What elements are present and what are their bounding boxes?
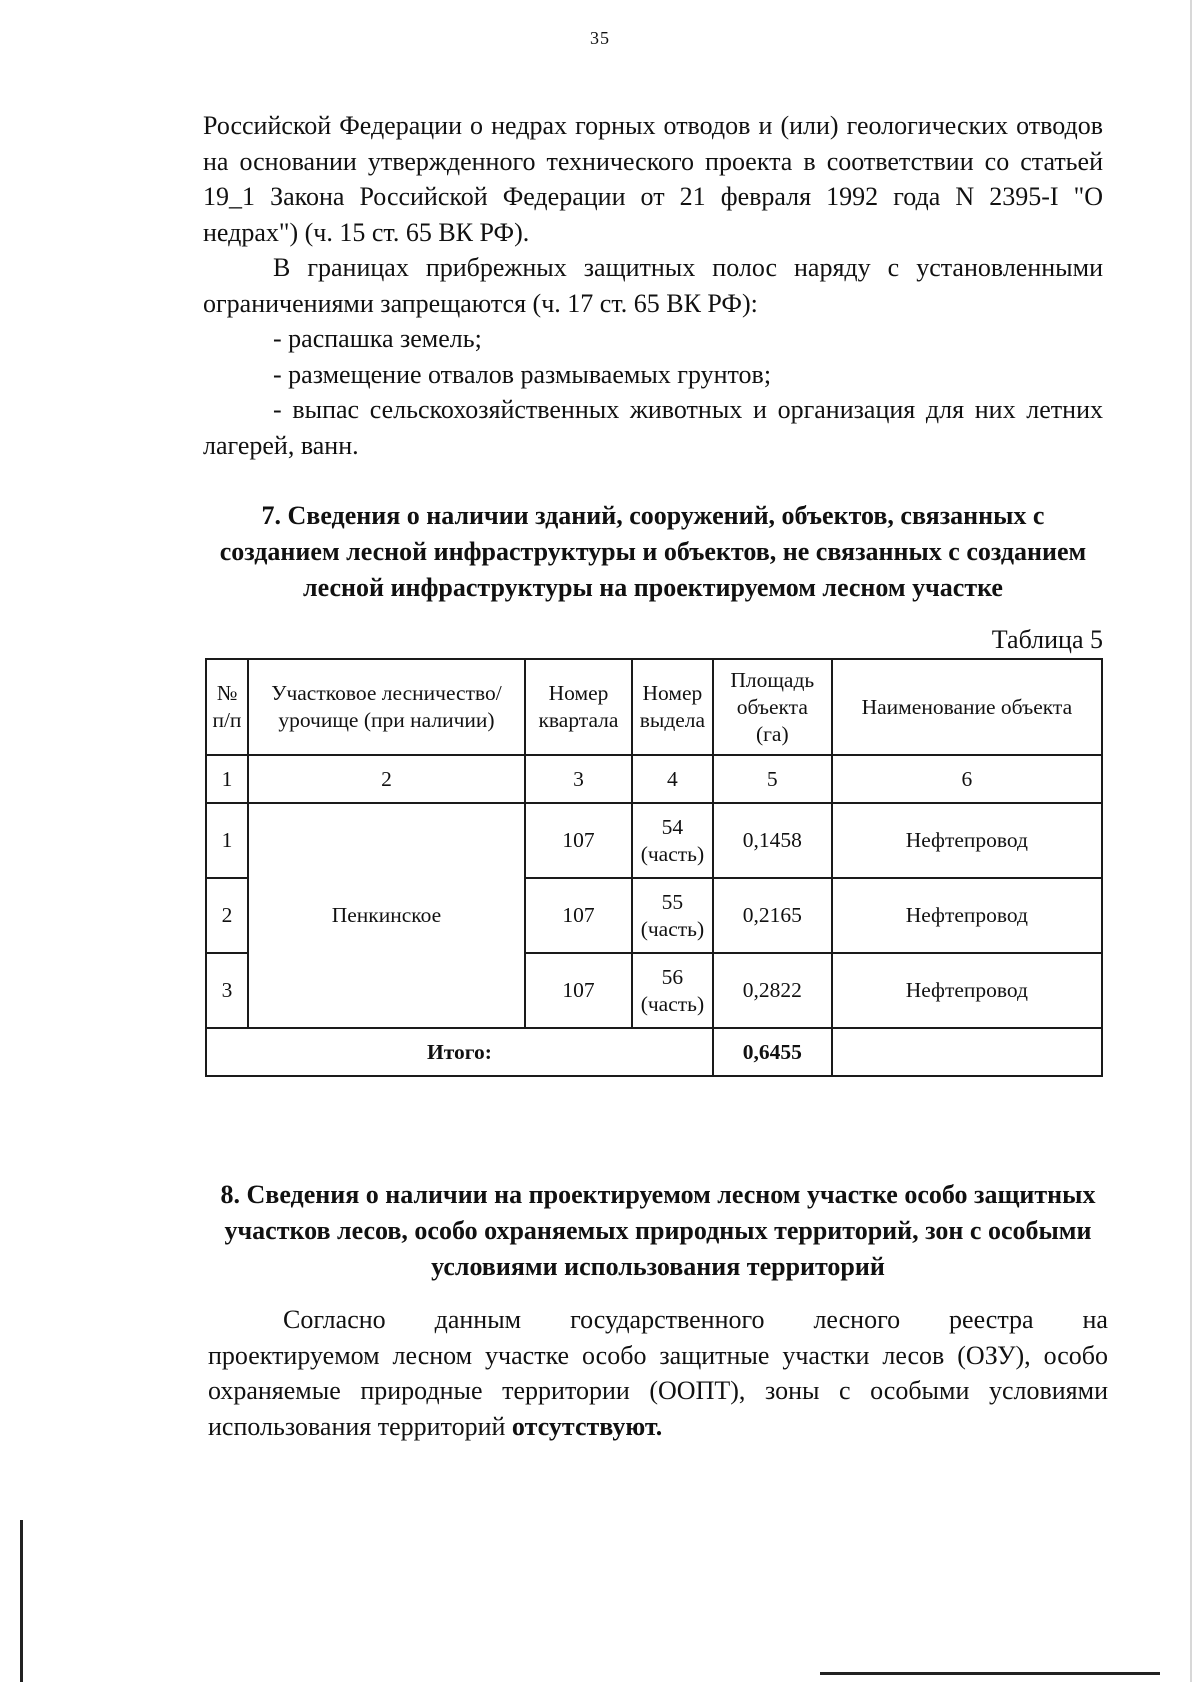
column-header: Площадь объекта (га) [713, 659, 832, 755]
bullet-item: - размещение отвалов размываемых грунтов; [273, 359, 772, 389]
plot-cell: 54 (часть) [632, 803, 713, 878]
area-cell: 0,1458 [713, 803, 832, 878]
scan-margin-line [20, 1520, 23, 1682]
column-number-row [206, 755, 1102, 803]
objects-table [205, 658, 1103, 1077]
table-row [206, 803, 1102, 878]
lead-word: лесного [813, 1305, 901, 1334]
lead-word: данным [434, 1305, 522, 1334]
column-number: 4 [632, 755, 713, 803]
column-header: Номер выдела [632, 659, 713, 755]
table-caption: Таблица 5 [991, 625, 1103, 654]
table-header-row [206, 659, 1102, 755]
bottom-rule-line [820, 1672, 1160, 1675]
column-number: 3 [525, 755, 632, 803]
section-8-heading: 8. Сведения о наличии на проектируемом лесном участке особо защитных участков лесов, особо охраняемых природных территорий, зон с особыми условиями использования территорий [220, 1180, 1096, 1281]
object-name-cell: Нефтепровод [832, 803, 1102, 878]
lead-word: государственного [570, 1305, 765, 1334]
lead-line [208, 1302, 1108, 1338]
forestry-cell: Пенкинское [248, 803, 525, 1028]
plot-cell: 56 (часть) [632, 953, 713, 1028]
section-8-body: проектируемом лесном участке особо защитные участки лесов (ОЗУ), особо охраняемые природные территории (ООПТ), зоны с особыми условиями использования территорий [208, 1340, 1108, 1441]
column-number: 1 [206, 755, 248, 803]
total-area: 0,6455 [713, 1028, 832, 1076]
paragraph-2: В границах прибрежных защитных полос наряду с установленными ограничениями запрещаются (ч. 17 ст. 65 ВК РФ): [203, 253, 1103, 318]
total-label: Итого: [206, 1028, 713, 1076]
paragraph-section-8 [208, 1338, 1108, 1445]
quarter-cell: 107 [525, 803, 632, 878]
row-number: 1 [206, 803, 248, 878]
column-number: 5 [713, 755, 832, 803]
lead-word: реестра [949, 1305, 1034, 1334]
total-row [206, 1028, 1102, 1076]
area-cell: 0,2822 [713, 953, 832, 1028]
quarter-cell: 107 [525, 953, 632, 1028]
total-empty-cell [832, 1028, 1102, 1076]
object-name-cell: Нефтепровод [832, 953, 1102, 1028]
page-number: 35 [590, 28, 610, 48]
section-8-text [208, 1302, 1108, 1444]
object-name-cell: Нефтепровод [832, 878, 1102, 953]
column-number: 6 [832, 755, 1102, 803]
paragraph-1: Российской Федерации о недрах горных отводов и (или) геологических отводов на основании утвержденного технического проекта в соответствии со статьей 19_1 Закона Российской Федерации от 21 февраля 1992 года N 2395-I "О недрах") (ч. 15 ст. 65 ВК РФ). [203, 111, 1103, 247]
area-cell: 0,2165 [713, 878, 832, 953]
column-header: № п/п [206, 659, 248, 755]
bold-conclusion: отсутствуют. [511, 1411, 663, 1441]
row-number: 2 [206, 878, 248, 953]
plot-cell: 55 (часть) [632, 878, 713, 953]
lead-word: Согласно [283, 1305, 386, 1334]
column-header: Участковое лесничество/урочище (при наличии) [248, 659, 525, 755]
bullet-item: - выпас сельскохозяйственных животных и организация для них летних лагерей, ванн. [203, 395, 1103, 460]
quarter-cell: 107 [525, 878, 632, 953]
section-7-heading: 7. Сведения о наличии зданий, сооружений, объектов, связанных с созданием лесной инфраструктуры и объектов, не связанных с созданием лесной инфраструктуры на проектируемом лесном участке [219, 501, 1087, 602]
lead-word: на [1082, 1305, 1108, 1334]
page-edge-line [1190, 0, 1192, 1682]
column-header: Номер квартала [525, 659, 632, 755]
column-number: 2 [248, 755, 525, 803]
intro-text [203, 108, 1103, 463]
row-number: 3 [206, 953, 248, 1028]
column-header: Наименование объекта [832, 659, 1102, 755]
bullet-item: - распашка земель; [273, 324, 482, 353]
